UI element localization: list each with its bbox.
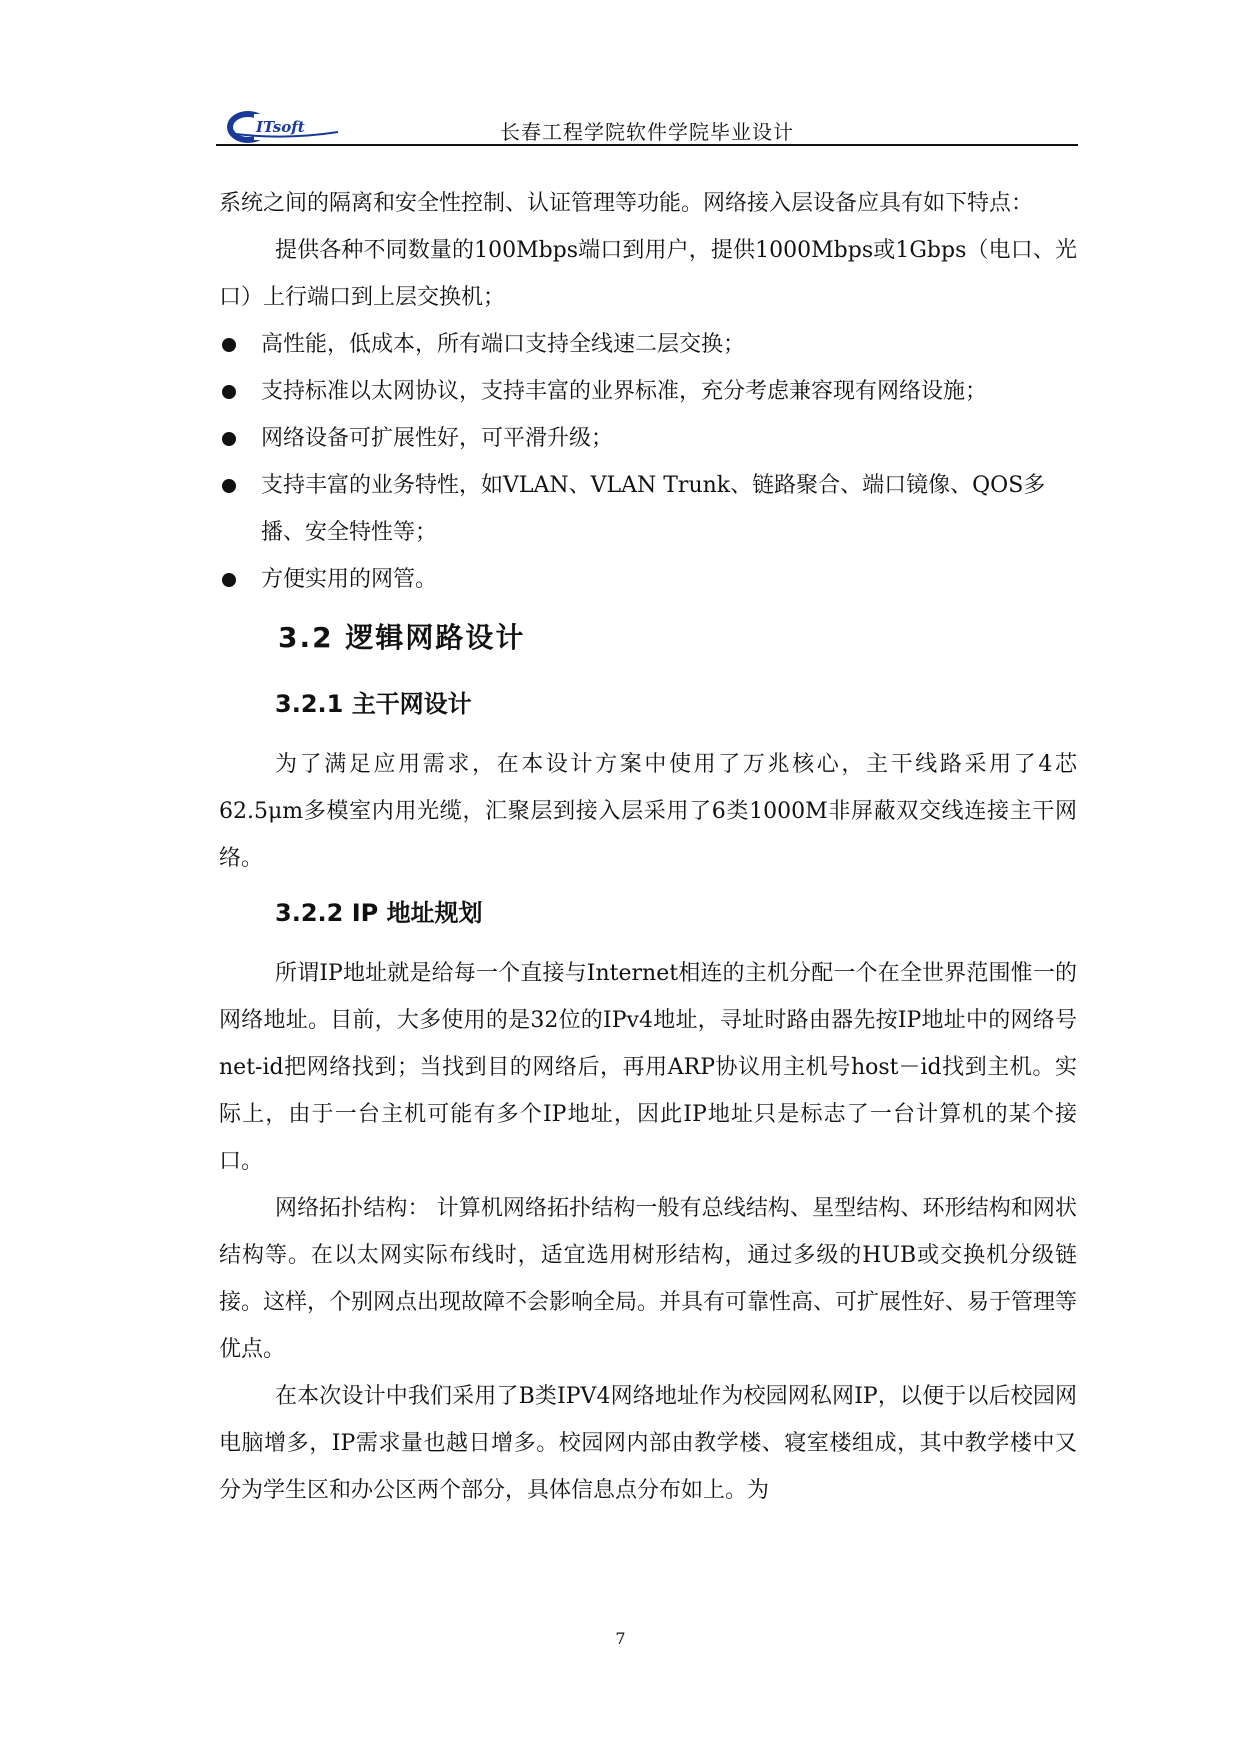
list-item-text: 方便实用的网管。	[261, 567, 438, 592]
list-item	[219, 321, 1077, 368]
bullet-icon	[222, 385, 236, 399]
list-item	[219, 415, 1077, 462]
logo-text: ITsoft	[256, 118, 305, 136]
list-item	[219, 368, 1077, 415]
list-item-text: 支持标准以太网协议，支持丰富的业界标准，充分考虑兼容现有网络设施；	[261, 379, 988, 404]
list-item-text: 网络设备可扩展性好，可平滑升级；	[261, 426, 614, 451]
paragraph-ports: 提供各种不同数量的100Mbps端口到用户，提供1000Mbps或1Gbps（电口、光口）上行端口到上层交换机；	[219, 238, 1077, 310]
header-title: 长春工程学院软件学院毕业设计	[500, 120, 794, 144]
paragraph-intro: 系统之间的隔离和安全性控制、认证管理等功能。网络接入层设备应具有如下特点：	[219, 191, 1034, 216]
page-number: 7	[615, 1629, 626, 1648]
header-divider	[216, 144, 1078, 146]
bullet-icon	[222, 432, 236, 446]
paragraph-topology: 网络拓扑结构： 计算机网络拓扑结构一般有总线结构、星型结构、环形结构和网状结构等。在以太网实际布线时，适宜选用树形结构，通过多级的HUB或交换机分级链接。这样，个别网点出现故障不会影响全局。并具有可靠性高、可扩展性好、易于管理等优点。	[219, 1196, 1078, 1362]
paragraph-backbone: 为了满足应用需求，在本设计方案中使用了万兆核心，主干线路采用了4芯62.5μm多模室内用光缆，汇聚层到接入层采用了6类1000M非屏蔽双交线连接主干网络。	[219, 752, 1077, 871]
subsection-heading-3-2-2: 3.2.2 IP 地址规划	[275, 899, 483, 927]
subsection-heading-3-2-1: 3.2.1 主干网设计	[275, 690, 472, 718]
paragraph-ipv4-plan: 在本次设计中我们采用了B类IPV4网络地址作为校园网私网IP，以便于以后校园网电脑增多，IP需求量也越日增多。校园网内部由教学楼、寝室楼组成，其中教学楼中又分为学生区和办公区两个部分，具体信息点分布如上。为	[219, 1384, 1077, 1503]
bullet-icon	[222, 338, 236, 352]
list-item-text: 高性能，低成本，所有端口支持全线速二层交换；	[261, 332, 746, 357]
bullet-icon	[222, 479, 236, 493]
bullet-icon	[222, 573, 236, 587]
list-item	[219, 462, 1077, 556]
list-item	[219, 556, 1077, 603]
page-body	[219, 180, 1077, 1514]
list-item-text: 支持丰富的业务特性，如VLAN、VLAN Trunk、链路聚合、端口镜像、QOS多播、安全特性等；	[261, 473, 1046, 545]
feature-list	[219, 321, 1077, 603]
section-heading-3-2: 3.2 逻辑网路设计	[278, 621, 526, 654]
paragraph-ip-address: 所谓IP地址就是给每一个直接与Internet相连的主机分配一个在全世界范围惟一的网络地址。目前，大多使用的是32位的IPv4地址，寻址时路由器先按IP地址中的网络号net-id把网络找到；当找到目的网络后，再用ARP协议用主机号host－id找到主机。实际上，由于一台主机可能有多个IP地址，因此IP地址只是标志了一台计算机的某个接口。	[219, 961, 1077, 1174]
page-header	[216, 100, 1078, 146]
